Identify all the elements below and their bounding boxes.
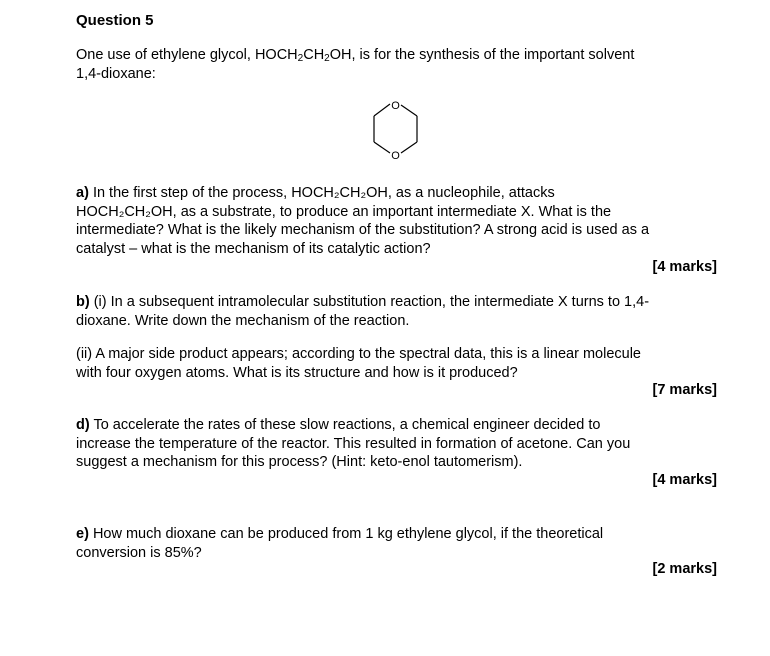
question-title: Question 5: [76, 12, 154, 29]
part-b-ii-line-1: (ii) A major side product appears; according to the spectral data, this is a linear molecule: [76, 346, 641, 362]
intro-line-2: 1,4-dioxane:: [76, 65, 156, 82]
part-a-line-2: HOCH₂CH₂OH, as a substrate, to produce an important intermediate X. What is the: [76, 203, 612, 220]
part-b-i-line-2: dioxane. Write down the mechanism of the reaction.: [76, 312, 410, 329]
part-d-line-2: increase the temperature of the reactor. This resulted in formation of acetone. Can you: [76, 435, 631, 452]
part-b-label: b): [76, 294, 90, 310]
part-b-marks: [7 marks]: [652, 382, 717, 398]
oxygen-bottom-label: O: [391, 150, 400, 162]
part-a-line-4: catalyst – what is the mechanism of its catalytic action?: [76, 240, 431, 257]
part-e-label: e): [76, 526, 89, 542]
part-a-marks: [4 marks]: [652, 259, 717, 275]
intro-paragraph: [76, 46, 716, 83]
part-b-ii-line-2: with four oxygen atoms. What is its structure and how is it produced?: [76, 364, 518, 381]
part-a-line-1: a) In the first step of the process, HOCH₂CH₂OH, as a nucleophile, attacks: [76, 185, 555, 201]
part-d-line-1: d) To accelerate the rates of these slow reactions, a chemical engineer decided to: [76, 417, 601, 433]
part-e-marks: [2 marks]: [652, 561, 717, 577]
intro-line-1: One use of ethylene glycol, $HOCH_2CH_2OH$, is for the synthesis of the important solvent: [76, 47, 635, 64]
part-d-marks: [4 marks]: [652, 472, 717, 488]
part-e-paragraph: [76, 525, 716, 562]
part-d-line-3: suggest a mechanism for this process? (Hint: keto-enol tautomerism).: [76, 454, 523, 470]
ethylene-glycol-formula: $HOCH_2CH_2OH$: [254, 47, 352, 64]
dioxane-structure: [360, 96, 430, 166]
part-b-ii-paragraph: [76, 345, 716, 382]
part-d-paragraph: [76, 416, 716, 472]
part-a-line-3: intermediate? What is the likely mechanism of the substitution? A strong acid is used as a: [76, 222, 650, 238]
part-a-label: a): [76, 185, 89, 201]
part-d-label: d): [76, 417, 90, 433]
part-e-line-2: conversion is 85%?: [76, 544, 202, 561]
part-b-i-line-1: b) (i) In a subsequent intramolecular substitution reaction, the intermediate X turns to 1,4-: [76, 294, 650, 310]
part-b-i-paragraph: [76, 293, 716, 330]
oxygen-top-label: O: [391, 100, 400, 112]
part-e-line-1: e) How much dioxane can be produced from 1 kg ethylene glycol, if the theoretical: [76, 526, 604, 542]
part-a-paragraph: [76, 184, 716, 258]
